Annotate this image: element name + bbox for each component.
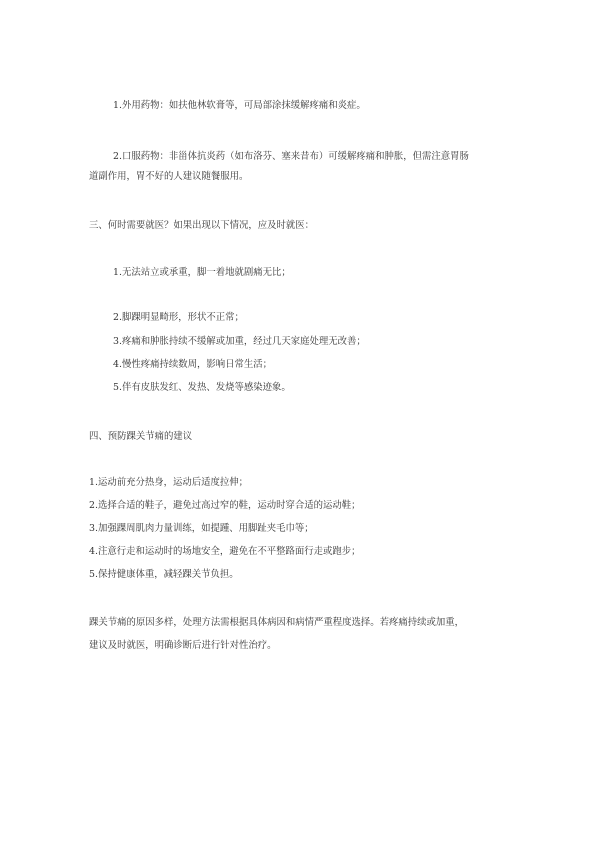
medication-item-topical: 1.外用药物：如扶他林软膏等，可局部涂抹缓解疼痛和炎症。 [113,100,366,111]
when-to-see-doctor-item-3: 3.疼痛和肿胀持续不缓解或加重，经过几天家庭处理无改善； [113,336,366,347]
prevention-item-5: 5.保持健康体重，减轻踝关节负担。 [89,569,239,580]
conclusion-line2: 建议及时就医，明确诊断后进行针对性治疗。 [89,640,277,651]
prevention-item-3: 3.加强踝周肌肉力量训练，如提踵、用脚趾夹毛巾等； [89,523,314,534]
prevention-item-1: 1.运动前充分热身，运动后适度拉伸； [89,477,248,488]
when-to-see-doctor-item-5: 5.伴有皮肤发红、发热、发烧等感染迹象。 [113,382,291,393]
conclusion-line1: 踝关节痛的原因多样，处理方法需根据具体病因和病情严重程度选择。若疼痛持续或加重， [89,617,465,628]
when-to-see-doctor-item-1: 1.无法站立或承重，脚一着地就剧痛无比； [113,267,291,278]
prevention-item-4: 4.注意行走和运动时的场地安全，避免在不平整路面行走或跑步； [89,546,361,557]
medication-item-oral-line2: 道副作用，胃不好的人建议随餐服用。 [89,171,249,182]
medication-item-oral-line1: 2.口服药物：非甾体抗炎药（如布洛芬、塞来昔布）可缓解疼痛和肿胀，但需注意胃肠 [113,151,469,162]
section-4-heading: 四、预防踝关节痛的建议 [89,431,193,442]
when-to-see-doctor-item-2: 2.脚踝明显畸形，形状不正常； [113,312,244,323]
when-to-see-doctor-item-4: 4.慢性疼痛持续数周，影响日常生活； [113,359,272,370]
section-3-heading: 三、何时需要就医？如果出现以下情况，应及时就医： [89,220,315,231]
prevention-item-2: 2.选择合适的鞋子，避免过高过窄的鞋，运动时穿合适的运动鞋； [89,500,361,511]
